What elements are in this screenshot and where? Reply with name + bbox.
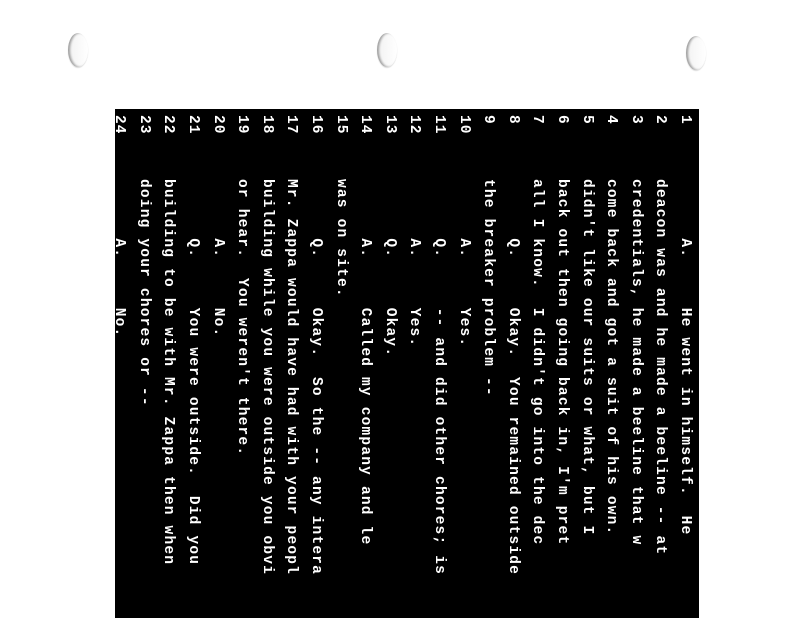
line-number: 12: [406, 115, 423, 135]
line-number: 14: [357, 115, 374, 135]
line-text: come back and got a suit of his own.: [603, 179, 620, 536]
line-text: building to be with Mr. Zappa then when: [160, 179, 177, 566]
line-text: A. Called my company and le: [357, 179, 374, 546]
line-text: or hear. You weren't there.: [234, 179, 251, 457]
binder-hole-left: [68, 33, 88, 67]
line-number: 13: [381, 115, 398, 135]
line-number: 7: [529, 115, 546, 125]
line-text: building while you were outside you obvi: [258, 179, 275, 576]
line-number: 11: [431, 115, 447, 135]
line-text: deacon was and he made a beeline -- at: [652, 179, 669, 556]
line-text: Q. Okay. You remained outside: [504, 179, 521, 576]
binder-hole-right: [686, 36, 706, 70]
line-number: 5: [578, 115, 595, 125]
line-text: A. He went in himself. He: [677, 179, 693, 536]
line-number: 24: [111, 115, 128, 135]
line-text: Q. You were outside. Did you: [185, 179, 201, 566]
transcript-content: [111, 109, 699, 618]
line-text: A. No.: [209, 179, 226, 338]
binder-hole-center: [377, 33, 397, 67]
line-text: Q. Okay. So the -- any intera: [308, 179, 324, 576]
line-number: 22: [160, 115, 177, 135]
line-text: Mr. Zappa would have had with your peopl: [283, 179, 300, 576]
line-number: 2: [652, 115, 669, 125]
line-text: Q. -- and did other chores; is: [431, 179, 447, 576]
line-number: 8: [504, 115, 521, 125]
line-text: back out then going back in, I'm pret: [554, 179, 570, 546]
transcript-page: [111, 109, 699, 618]
line-number: 23: [135, 115, 152, 135]
line-number: 20: [209, 115, 226, 135]
line-text: A. Yes.: [455, 179, 472, 348]
line-number: 19: [234, 115, 251, 135]
line-text: doing your chores or --: [135, 179, 152, 407]
line-number: 10: [455, 115, 472, 135]
line-text: A. No.: [111, 179, 128, 338]
line-number: 4: [603, 115, 620, 125]
line-number: 18: [258, 115, 275, 135]
line-number: 15: [332, 115, 349, 135]
line-number: 17: [283, 115, 300, 135]
line-text: didn't like our suits or what, but I: [578, 179, 595, 536]
line-text: Q. Okay.: [381, 179, 398, 358]
line-number: 3: [627, 115, 644, 125]
line-number: 6: [554, 115, 570, 125]
line-text: all I know. I didn't go into the dec: [529, 179, 546, 546]
line-number: 16: [308, 115, 324, 135]
line-text: credentials, he made a beeline that w: [627, 179, 644, 546]
line-number: 1: [677, 115, 693, 125]
line-number: 21: [185, 115, 201, 135]
line-text: A. Yes.: [406, 179, 423, 348]
line-text: was on site.: [332, 179, 349, 298]
line-text: the breaker problem --: [480, 179, 497, 397]
line-number: 9: [480, 115, 497, 125]
